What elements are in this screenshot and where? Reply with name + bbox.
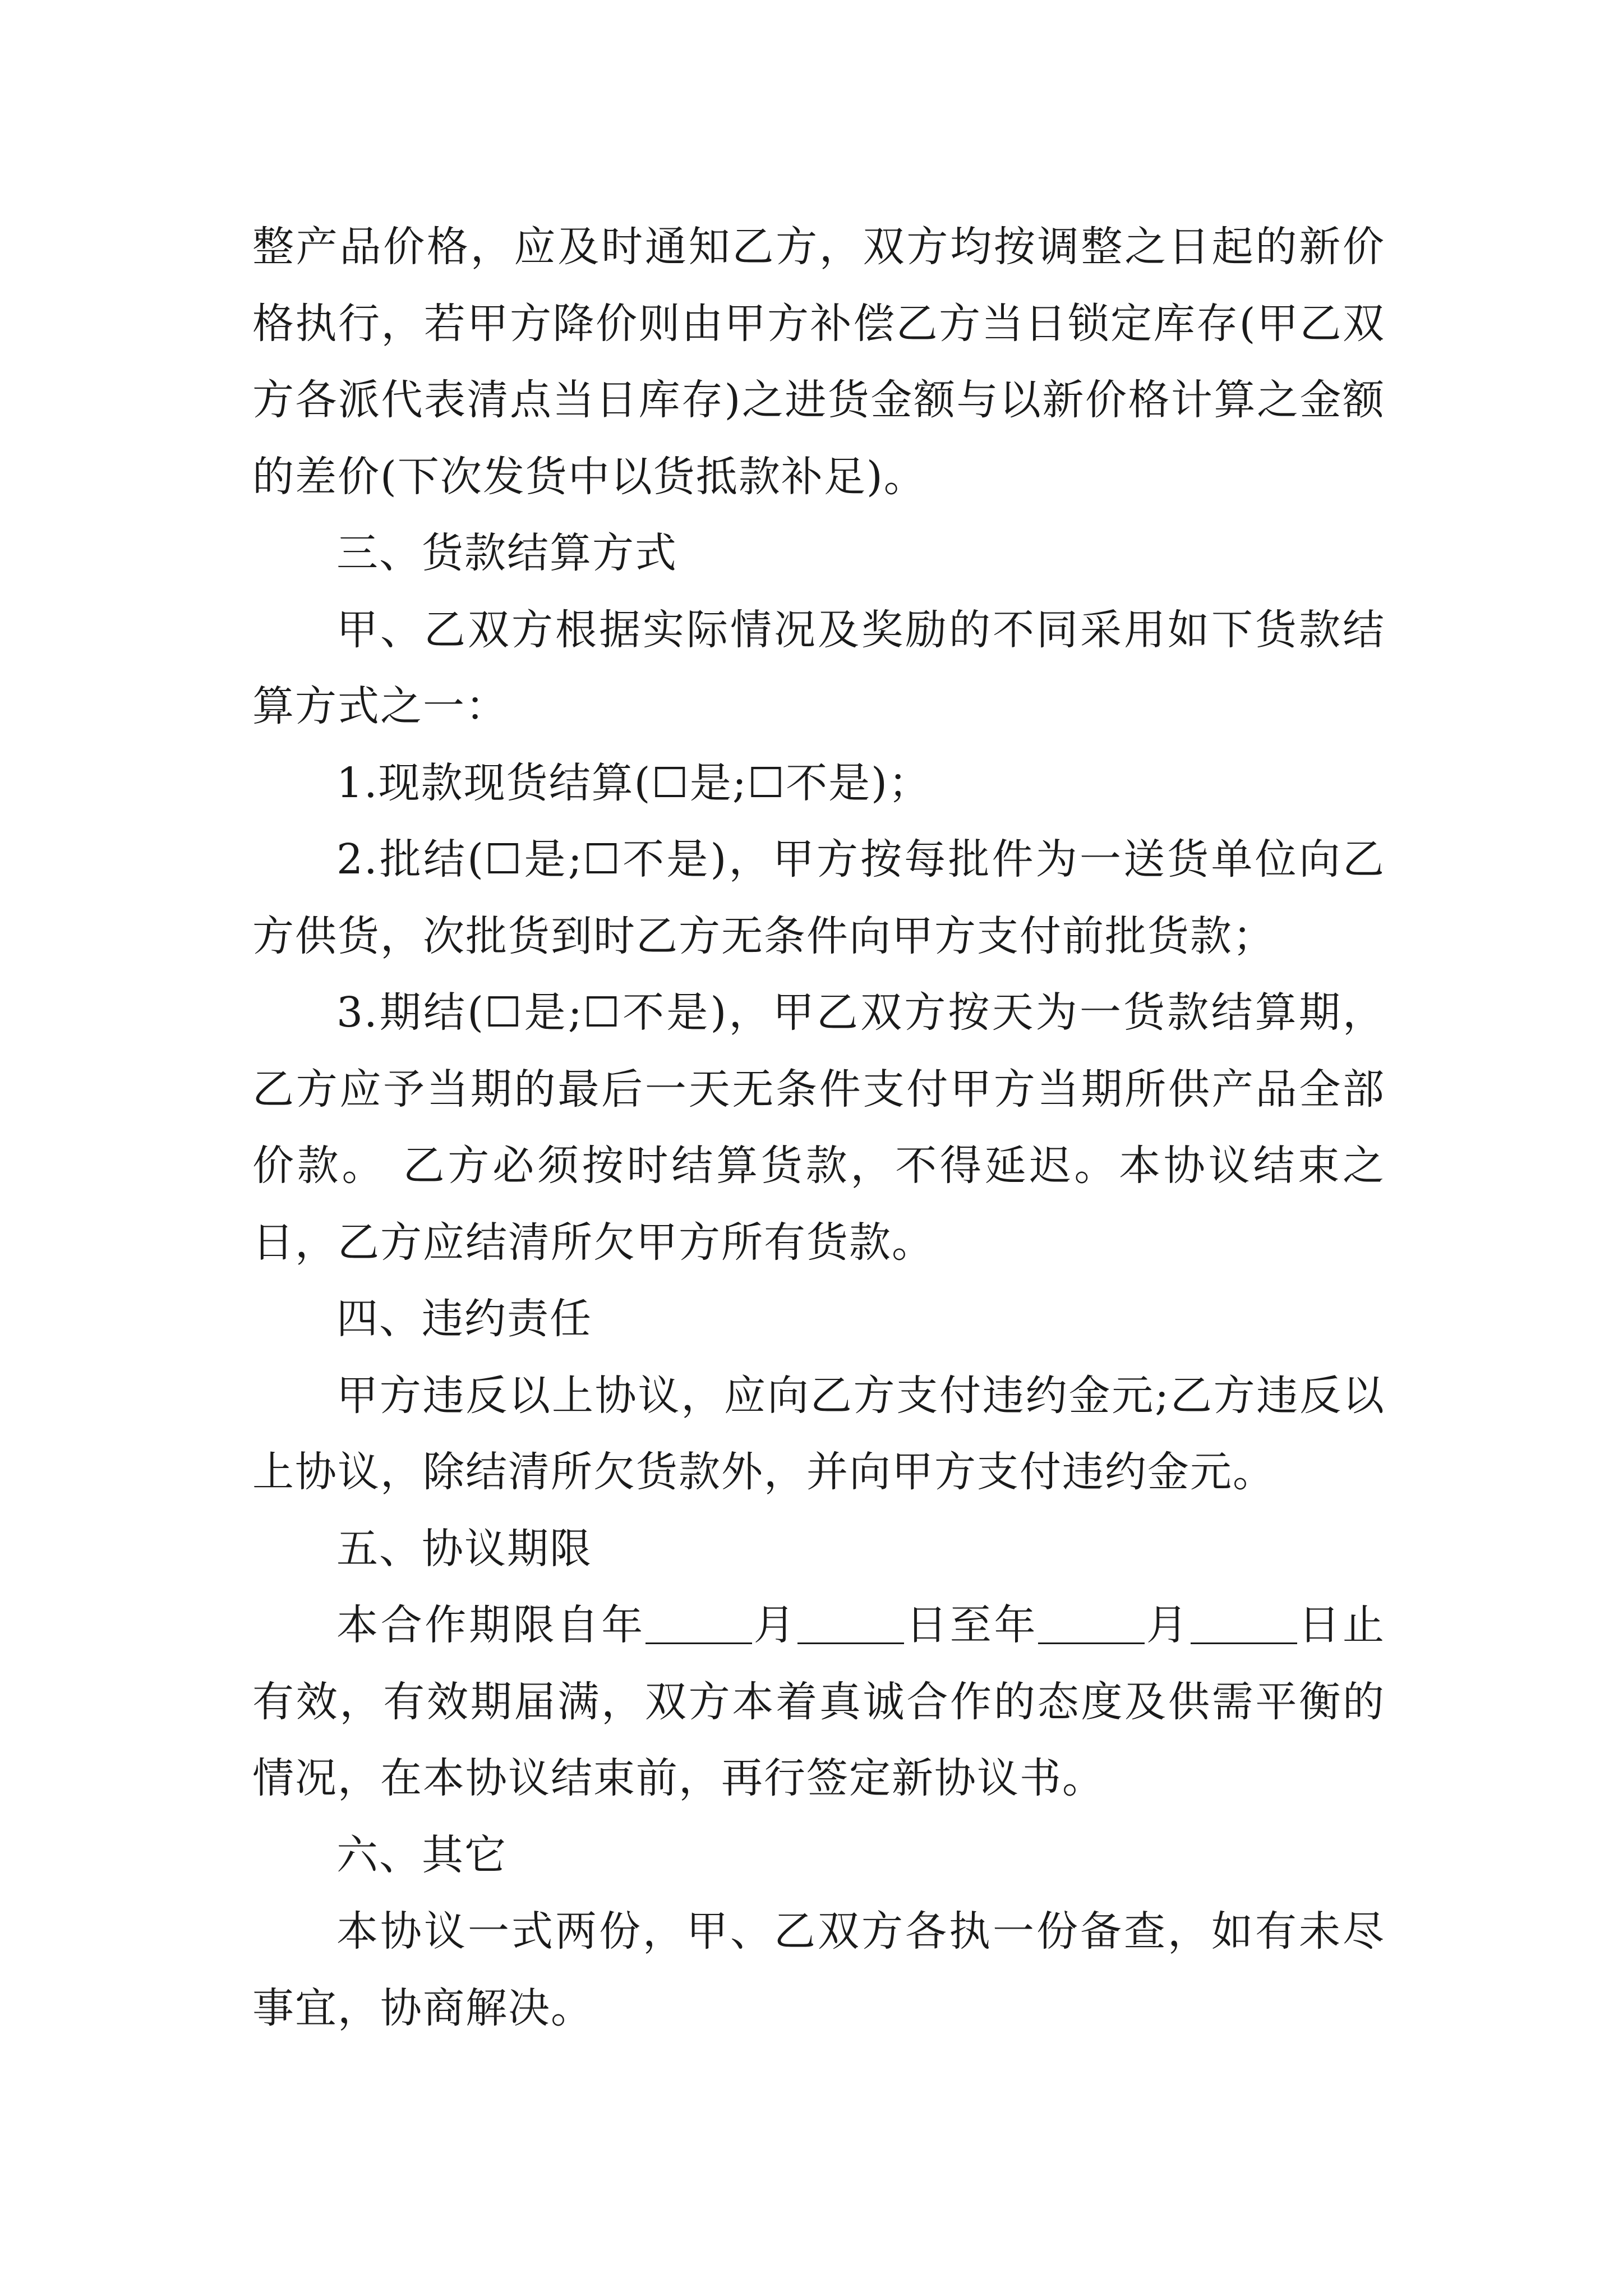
section-heading-liability: 四、违约责任 [336, 1295, 592, 1343]
blank-day-end [1191, 1601, 1297, 1644]
blank-month-end [1038, 1601, 1145, 1644]
section-heading-payment: 三、货款结算方式 [336, 529, 677, 577]
paragraph-payment-intro: 甲、乙双方根据实际情况及奖励的不同采用如下货款结算方式之一： [252, 605, 1385, 730]
paragraph-price-adjustment: 整产品价格，应及时通知乙方，双方均按调整之日起的新价格执行，若甲方降价则由甲方补偿乙方当日锁定库存(甲乙双方各派代表清点当日库存)之进货金额与以新价格计算之金额的差价(下次发货中以货抵款补足)。 [252, 223, 1385, 501]
blank-day-start [797, 1601, 904, 1644]
paragraph-other: 本协议一式两份，甲、乙双方各执一份备查，如有未尽事宜，协商解决。 [252, 1907, 1385, 2032]
term-text-4: 月 [1145, 1601, 1191, 1649]
term-text-1: 本合作期限自年 [336, 1601, 645, 1649]
paragraph-payment-option-1: 1.现款现货结算(☐是;☐不是)； [336, 758, 931, 807]
paragraph-payment-option-2: 2.批结(☐是;☐不是)，甲方按每批件为一送货单位向乙方供货，次批货到时乙方无条件向甲方支付前批货款； [252, 835, 1385, 960]
paragraph-liability: 甲方违反以上协议，应向乙方支付违约金元;乙方违反以上协议，除结清所欠货款外，并向甲方支付违约金元。 [252, 1371, 1385, 1496]
term-text-5: 日止有效，有效期届满，双方本着真诚合作的态度及供需平衡的情况，在本协议结束前，再行签定新协议书。 [252, 1601, 1386, 1802]
section-heading-term: 五、协议期限 [336, 1524, 592, 1573]
blank-month-start [645, 1601, 752, 1644]
term-text-3: 日至年 [904, 1601, 1039, 1649]
section-heading-other: 六、其它 [336, 1830, 507, 1879]
paragraph-payment-option-3: 3.期结(☐是;☐不是)，甲乙双方按天为一货款结算期，乙方应予当期的最后一天无条件支付甲方当期所供产品全部价款。 乙方必须按时结算货款，不得延迟。本协议结束之日，乙方应结清所欠甲方所有货款。 [252, 988, 1385, 1267]
term-text-2: 月 [751, 1601, 798, 1649]
document-page [252, 209, 1385, 2046]
paragraph-term [252, 1587, 1385, 1817]
